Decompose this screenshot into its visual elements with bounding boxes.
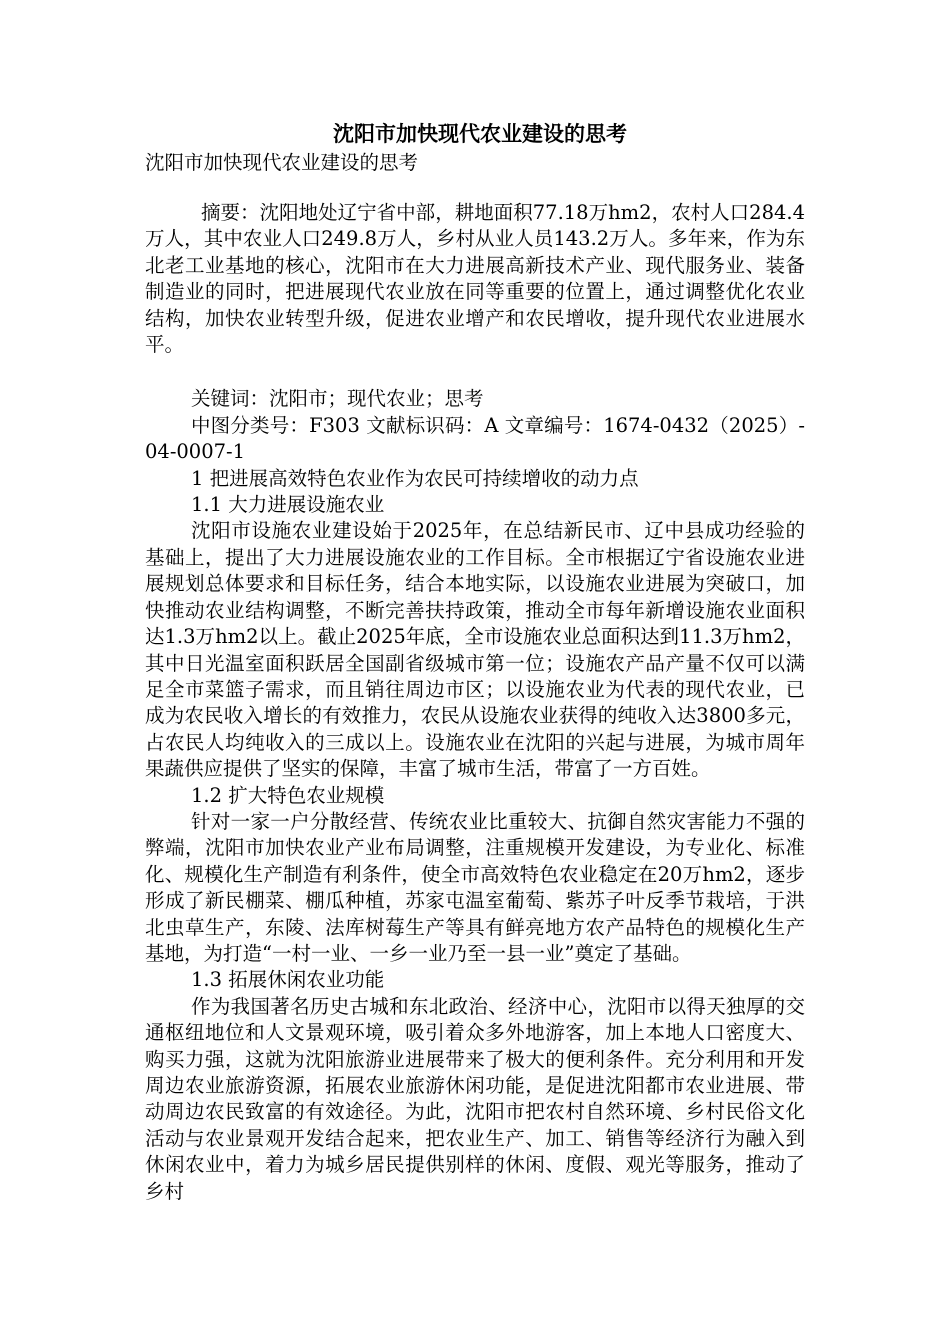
section-1-3-heading: 1.3 拓展休闲农业功能 (191, 968, 385, 992)
classification-line: 中图分类号：F303 文献标识码：A 文章编号：1674-0432（2025）-04-0007-1 (145, 413, 805, 464)
document-page (145, 118, 805, 1205)
section-1-2-body: 针对一家一户分散经营、传统农业比重较大、抗御自然灾害能力不强的弊端，沈阳市加快农业产业布局调整，注重规模开发建设，为专业化、标准化、规模化生产制造有利条件，使全市高效特色农业稳定在20万hm2，逐步形成了新民棚菜、棚瓜种植，苏家屯温室葡萄、紫苏子叶反季节栽培，于洪北虫草生产，东陵、法库树莓生产等具有鲜亮地方农产品特色的规模化生产基地，为打造“一村一业、一乡一业乃至一县一业”奠定了基础。 (145, 809, 805, 965)
document-title: 沈阳市加快现代农业建设的思考 (333, 121, 627, 146)
abstract-paragraph: 摘要：沈阳地处辽宁省中部，耕地面积77.18万hm2，农村人口284.4万人，其中农业人口249.8万人，乡村从业人员143.2万人。多年来，作为东北老工业基地的核心，沈阳市在大力进展高新技术产业、现代服务业、装备制造业的同时，把进展现代农业放在同等重要的位置上，通过调整优化农业结构，加快农业转型升级，促进农业增产和农民增收，提升现代农业进展水平。 (145, 201, 805, 357)
section-1-1-heading: 1.1 大力进展设施农业 (191, 493, 385, 517)
document-subtitle: 沈阳市加快现代农业建设的思考 (145, 151, 419, 174)
keywords-line: 关键词：沈阳市；现代农业；思考 (191, 387, 484, 411)
section-1-1-body: 沈阳市设施农业建设始于2025年，在总结新民市、辽中县成功经验的基础上，提出了大力进展设施农业的工作目标。全市根据辽宁省设施农业进展规划总体要求和目标任务，结合本地实际，以设施农业进展为突破口，加快推动农业结构调整，不断完善扶持政策，推动全市每年新增设施农业面积达1.3万hm2以上。截止2025年底，全市设施农业总面积达到11.3万hm2，其中日光温室面积跃居全国副省级城市第一位；设施农产品产量不仅可以满足全市菜篮子需求，而且销往周边市区；以设施农业为代表的现代农业，已成为农民收入增长的有效推力，农民从设施农业获得的纯收入达3800多元，占农民人均纯收入的三成以上。设施农业在沈阳的兴起与进展，为城市周年果蔬供应提供了坚实的保障，丰富了城市生活，带富了一方百姓。 (145, 519, 805, 781)
section-1-2-heading: 1.2 扩大特色农业规模 (191, 783, 385, 807)
section-1-3-body: 作为我国著名历史古城和东北政治、经济中心，沈阳市以得天独厚的交通枢纽地位和人文景观环境，吸引着众多外地游客，加上本地人口密度大、购买力强，这就为沈阳旅游业进展带来了极大的便利条件。充分利用和开发周边农业旅游资源，拓展农业旅游休闲功能，是促进沈阳都市农业进展、带动周边农民致富的有效途径。为此，沈阳市把农村自然环境、乡村民俗文化活动与农业景观开发结合起来，把农业生产、加工、销售等经济行为融入到休闲农业中，着力为城乡居民提供别样的休闲、度假、观光等服务，推动了乡村 (145, 994, 805, 1203)
section-1-heading: 1 把进展高效特色农业作为农民可持续增收的动力点 (191, 466, 639, 490)
